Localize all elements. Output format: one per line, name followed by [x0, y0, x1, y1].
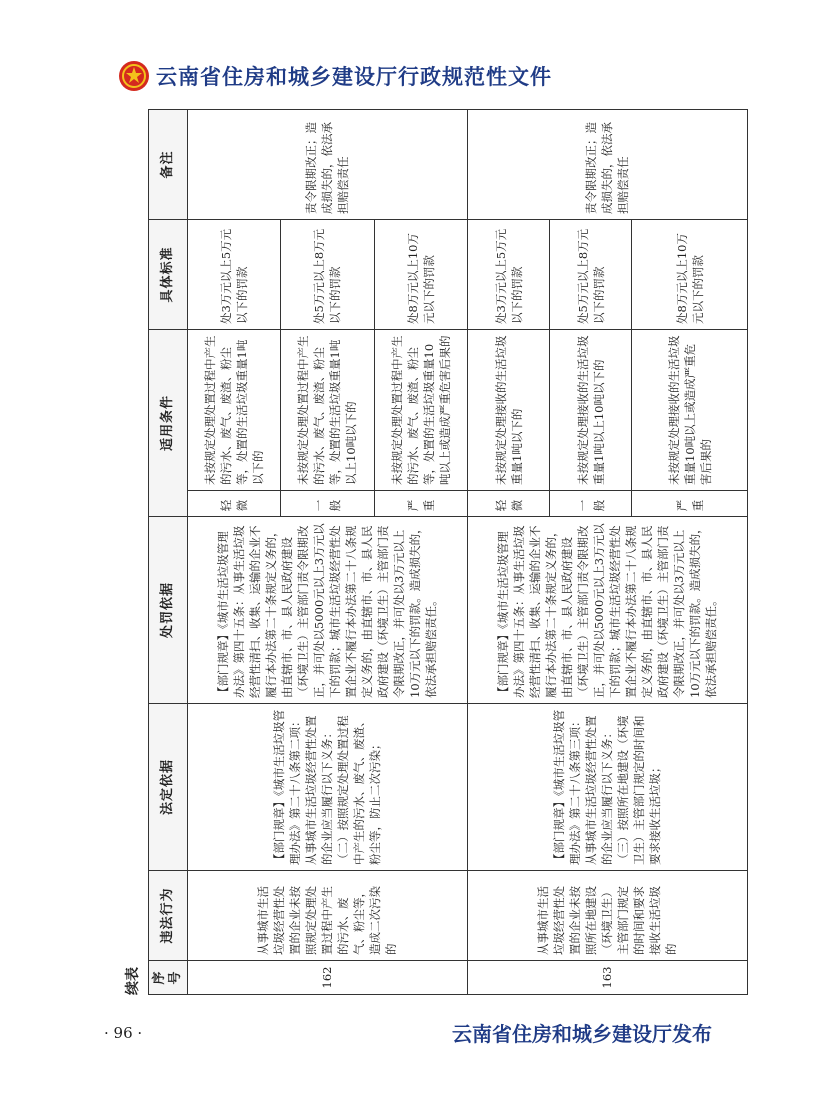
level-cell: 严重: [632, 491, 748, 517]
condition-cell: 未按规定处理接收的生活垃圾重量1吨以上10吨以下的: [550, 329, 632, 490]
standard-cell: 处8万元以上10万元以下的罚款: [374, 219, 467, 329]
level-cell: 一般: [281, 491, 374, 517]
violation-cell: 从事城市生活垃圾经营性处置的企业未按照所在地建设（环境卫生）主管部门规定的时间和要求接收生活垃圾的: [467, 871, 747, 961]
violation-cell: 从事城市生活垃圾经营性处置的企业未按照规定处理处置过程中产生的污水、废气、粉尘等，造成二次污染的: [188, 871, 468, 961]
level-cell: 轻微: [467, 491, 549, 517]
table-row: [188, 109, 281, 994]
document-header: [118, 56, 552, 96]
header-row: [149, 109, 188, 994]
rotated-table-area: [125, 110, 748, 995]
col-header-condition: 适用条件: [149, 329, 188, 516]
header-title: 云南省住房和城乡建设厅行政规范性文件: [156, 65, 552, 89]
col-header-note: 备注: [149, 109, 188, 219]
standard-cell: 处5万元以上8万元以下的罚款: [281, 219, 374, 329]
seq-cell: 163: [467, 961, 747, 995]
col-header-penalty: 处罚依据: [149, 517, 188, 704]
condition-cell: 未按规定处理处置过程中产生的污水、废气、废渣、粉尘等，处置的生活垃圾重量1吨以上10吨以下的: [281, 329, 374, 490]
col-header-legal: 法定依据: [149, 704, 188, 871]
penalty-table: [148, 109, 748, 995]
national-emblem-icon: [118, 60, 150, 92]
standard-cell: 处5万元以上8万元以下的罚款: [550, 219, 632, 329]
page-number: · 96 ·: [104, 1024, 143, 1042]
note-cell: 责令限期改正；造成损失的，依法承担赔偿责任: [467, 109, 747, 219]
col-header-standard: 具体标准: [149, 219, 188, 329]
standard-cell: 处3万元以上5万元以下的罚款: [467, 219, 549, 329]
condition-cell: 未按规定处理处置过程中产生的污水、废气、废渣、粉尘等，处置的生活垃圾重量1吨以下的: [188, 329, 281, 490]
penalty-basis-cell: 【部门规章】《城市生活垃圾管理办法》第四十五条：从事生活垃圾经营性清扫、收集、运输的企业不履行本办法第二十条规定义务的，由直辖市、市、县人民政府建设（环境卫生）主管部门责令限期改正，并可处以5000元以上3万元以下的罚款；城市生活垃圾经营性处置企业不履行本办法第二十八条规定义务的，由直辖市、市、县人民政府建设（环境卫生）主管部门责令限期改正，并可处以3万元以上10万元以下的罚款。造成损失的，依法承担赔偿责任。: [467, 517, 747, 704]
level-cell: 严重: [374, 491, 467, 517]
condition-cell: 未按规定处理处置过程中产生的污水、废气、废渣、粉尘等，处置的生活垃圾重量10吨以上或造成严重危害后果的: [374, 329, 467, 490]
continued-label: 续表: [125, 967, 141, 995]
level-cell: 轻微: [188, 491, 281, 517]
condition-cell: 未按规定处理接收的生活垃圾重量1吨以下的: [467, 329, 549, 490]
legal-basis-cell: 【部门规章】《城市生活垃圾管理办法》第二十八条第三项：从事城市生活垃圾经营性处置的企业应当履行以下义务： （三）按照所在地建设（环境卫生）主管部门规定的时间和要求接收生活垃圾；: [467, 704, 747, 871]
table-row: [467, 109, 549, 994]
standard-cell: 处8万元以上10万元以下的罚款: [632, 219, 748, 329]
standard-cell: 处3万元以上5万元以下的罚款: [188, 219, 281, 329]
condition-cell: 未按规定处理接收的生活垃圾重量10吨以上或造成严重危害后果的: [632, 329, 748, 490]
penalty-basis-cell: 【部门规章】《城市生活垃圾管理办法》第四十五条：从事生活垃圾经营性清扫、收集、运输的企业不履行本办法第二十条规定义务的，由直辖市、市、县人民政府建设（环境卫生）主管部门责令限期改正，并可处以5000元以上3万元以下的罚款；城市生活垃圾经营性处置企业不履行本办法第二十八条规定义务的，由直辖市、市、县人民政府建设（环境卫生）主管部门责令限期改正，并可处以3万元以上10万元以下的罚款。造成损失的，依法承担赔偿责任。: [188, 517, 468, 704]
publisher: 云南省住房和城乡建设厅发布: [452, 1022, 712, 1046]
col-header-act: 违法行为: [149, 871, 188, 961]
legal-basis-cell: 【部门规章】《城市生活垃圾管理办法》第二十八条第二项：从事城市生活垃圾经营性处置的企业应当履行以下义务： （二）按照规定处理处置过程中产生的污水、废气、废渣、粉尘等，防止二次污染；: [188, 704, 468, 871]
level-cell: 一般: [550, 491, 632, 517]
seq-cell: 162: [188, 961, 468, 995]
note-cell: 责令限期改正；造成损失的，依法承担赔偿责任: [188, 109, 468, 219]
col-header-seq: 序号: [149, 961, 188, 995]
